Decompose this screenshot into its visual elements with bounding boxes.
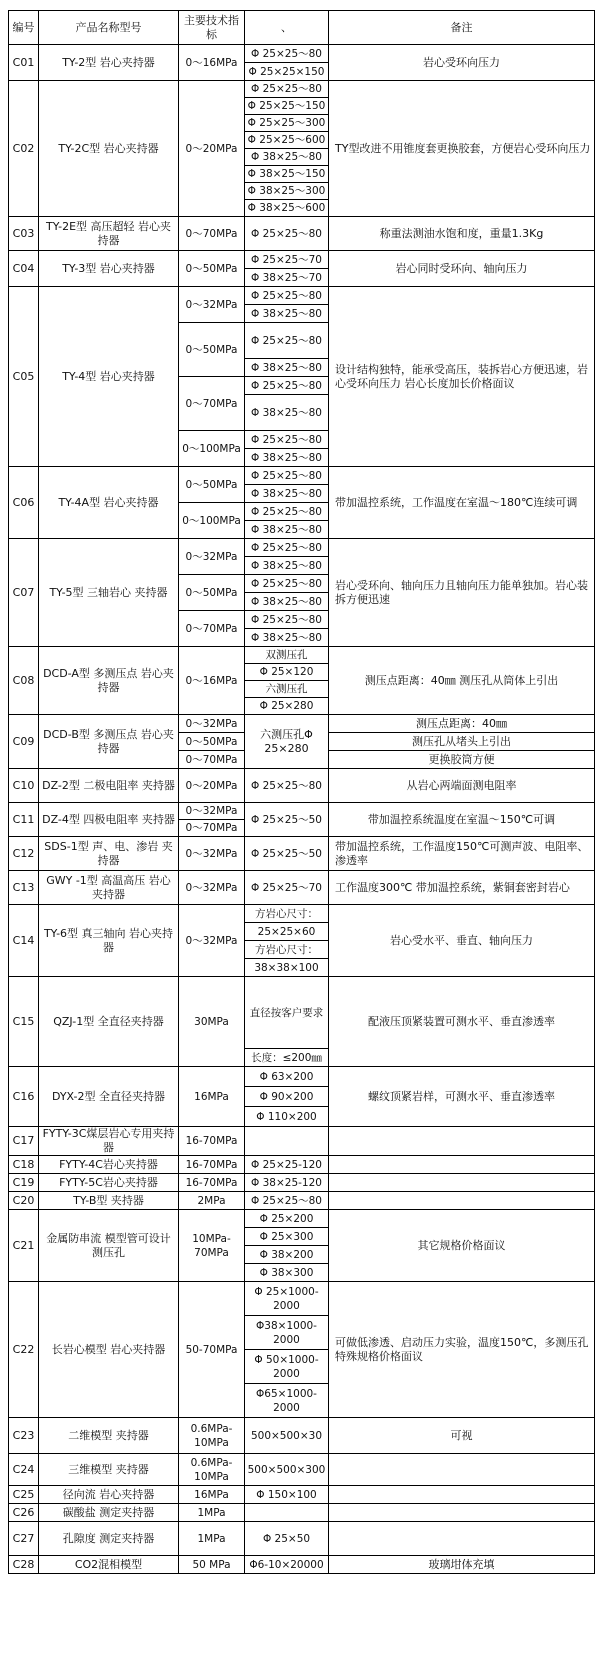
size-spec: Φ 25×200: [245, 1210, 329, 1228]
pressure-spec: 0～32MPa: [179, 837, 245, 871]
pressure-spec: 0～32MPa: [179, 287, 245, 323]
size-spec: Φ 25×25～300: [245, 115, 329, 132]
table-row: [9, 1522, 595, 1556]
size-spec: Φ 25×25～80: [245, 217, 329, 251]
product-name: DCD-A型 多测压点 岩心夹持器: [39, 647, 179, 715]
product-note: 岩心受水平、垂直、轴向压力: [329, 905, 595, 977]
product-id: C22: [9, 1282, 39, 1418]
product-name: FYTY-4C岩心夹持器: [39, 1156, 179, 1174]
size-spec: Φ 25×25～80: [245, 431, 329, 449]
size-spec: Φ38×1000-2000: [245, 1316, 329, 1350]
size-spec: Φ 38×25～70: [245, 269, 329, 287]
product-name: TY-2E型 高压超轻 岩心夹持器: [39, 217, 179, 251]
pressure-spec: 16-70MPa: [179, 1156, 245, 1174]
size-spec: 直径按客户要求: [245, 977, 329, 1049]
product-note: TY型改进不用锥度套更换胶套，方便岩心受环向压力: [329, 81, 595, 217]
product-id: C12: [9, 837, 39, 871]
pressure-spec: 0～32MPa: [179, 539, 245, 575]
product-id: C01: [9, 45, 39, 81]
table-row: [9, 1127, 595, 1156]
product-name: TY-2C型 岩心夹持器: [39, 81, 179, 217]
table-row: [9, 715, 595, 733]
pressure-spec: 0～70MPa: [179, 751, 245, 769]
table-row: [9, 1454, 595, 1486]
size-spec: Φ 25×280: [245, 698, 329, 715]
product-name: TY-3型 岩心夹持器: [39, 251, 179, 287]
size-spec: 六测压孔Φ 25×280: [245, 715, 329, 769]
size-spec: Φ 110×200: [245, 1107, 329, 1127]
product-note: 可做低渗透、启动压力实验，温度150℃，多测压孔特殊规格价格面议: [329, 1282, 595, 1418]
product-note: 称重法测油水饱和度，重量1.3Kg: [329, 217, 595, 251]
size-spec: 500×500×30: [245, 1418, 329, 1454]
header-id: 编号: [9, 11, 39, 45]
size-spec: Φ 63×200: [245, 1067, 329, 1087]
size-spec: 长度：≤200㎜: [245, 1049, 329, 1067]
size-spec: Φ 38×25～80: [245, 305, 329, 323]
size-spec: 38×38×100: [245, 959, 329, 977]
size-spec: Φ 25×25～80: [245, 467, 329, 485]
product-note: 更换胶筒方便: [329, 751, 595, 769]
size-spec: Φ65×1000-2000: [245, 1384, 329, 1418]
pressure-spec: 0～50MPa: [179, 467, 245, 503]
size-spec: 六测压孔: [245, 681, 329, 698]
product-name: QZJ-1型 全直径夹持器: [39, 977, 179, 1067]
size-spec: Φ 38×200: [245, 1246, 329, 1264]
header-product: 产品名称型号: [39, 11, 179, 45]
product-id: C04: [9, 251, 39, 287]
product-id: C17: [9, 1127, 39, 1156]
pressure-spec: 0～50MPa: [179, 251, 245, 287]
product-note: [329, 1486, 595, 1504]
product-id: C02: [9, 81, 39, 217]
product-note: 其它规格价格面议: [329, 1210, 595, 1282]
table-row: [9, 905, 595, 923]
product-id: C10: [9, 769, 39, 803]
size-spec: 方岩心尺寸：: [245, 905, 329, 923]
product-table: [8, 10, 595, 1574]
product-name: DZ-2型 二极电阻率 夹持器: [39, 769, 179, 803]
size-spec: 500×500×300: [245, 1454, 329, 1486]
size-spec: Φ 150×100: [245, 1486, 329, 1504]
product-id: C06: [9, 467, 39, 539]
table-row: [9, 1156, 595, 1174]
size-spec: Φ 38×25～80: [245, 485, 329, 503]
pressure-spec: 50-70MPa: [179, 1282, 245, 1418]
pressure-spec: 16-70MPa: [179, 1174, 245, 1192]
size-spec: Φ 25×25～80: [245, 323, 329, 359]
pressure-spec: 0～100MPa: [179, 503, 245, 539]
product-note: [329, 1504, 595, 1522]
size-spec: Φ 25×25～70: [245, 871, 329, 905]
product-name: SDS-1型 声、电、渗岩 夹持器: [39, 837, 179, 871]
size-spec: Φ 38×25～80: [245, 521, 329, 539]
pressure-spec: 0～70MPa: [179, 820, 245, 837]
pressure-spec: 0～20MPa: [179, 81, 245, 217]
product-id: C24: [9, 1454, 39, 1486]
product-id: C07: [9, 539, 39, 647]
product-id: C08: [9, 647, 39, 715]
product-name: DZ-4型 四极电阻率 夹持器: [39, 803, 179, 837]
pressure-spec: 0～50MPa: [179, 323, 245, 377]
pressure-spec: 0～32MPa: [179, 715, 245, 733]
table-row: [9, 1486, 595, 1504]
size-spec: Φ6-10×20000: [245, 1556, 329, 1574]
product-name: 径向流 岩心夹持器: [39, 1486, 179, 1504]
size-spec: Φ 25×25～80: [245, 377, 329, 395]
product-name: TY-2型 岩心夹持器: [39, 45, 179, 81]
size-spec: Φ 90×200: [245, 1087, 329, 1107]
size-spec: Φ 38×25～80: [245, 359, 329, 377]
size-spec: Φ 38×300: [245, 1264, 329, 1282]
size-spec: [245, 1127, 329, 1156]
product-name: 二维模型 夹持器: [39, 1418, 179, 1454]
product-note: 岩心受环向、轴向压力且轴向压力能单独加。岩心装拆方便迅速: [329, 539, 595, 647]
table-row: [9, 81, 595, 98]
size-spec: Φ 38×25～150: [245, 166, 329, 183]
product-note: 设计结构独特，能承受高压，装拆岩心方便迅速，岩心受环向压力 岩心长度加长价格面议: [329, 287, 595, 467]
product-note: 岩心同时受环向、轴向压力: [329, 251, 595, 287]
product-name: TY-5型 三轴岩心 夹持器: [39, 539, 179, 647]
product-name: 长岩心模型 岩心夹持器: [39, 1282, 179, 1418]
product-name: 碳酸盐 测定夹持器: [39, 1504, 179, 1522]
product-id: C26: [9, 1504, 39, 1522]
size-spec: Φ 25×25-120: [245, 1156, 329, 1174]
product-name: GWY -1型 高温高压 岩心夹持器: [39, 871, 179, 905]
product-note: 螺纹顶紧岩样，可测水平、垂直渗透率: [329, 1067, 595, 1127]
product-note: [329, 1522, 595, 1556]
product-name: TY-B型 夹持器: [39, 1192, 179, 1210]
table-row: [9, 1504, 595, 1522]
product-note: 测压点距离：40㎜: [329, 715, 595, 733]
size-spec: Φ 25×300: [245, 1228, 329, 1246]
product-id: C15: [9, 977, 39, 1067]
product-note: [329, 1454, 595, 1486]
size-spec: Φ 25×25～80: [245, 81, 329, 98]
size-spec: Φ 25×25～50: [245, 803, 329, 837]
size-spec: Φ 25×25×150: [245, 63, 329, 81]
table-row: [9, 45, 595, 63]
product-note: 工作温度300℃ 带加温控系统，紫铜套密封岩心: [329, 871, 595, 905]
table-row: [9, 1210, 595, 1228]
product-note: [329, 1174, 595, 1192]
product-id: C19: [9, 1174, 39, 1192]
product-note: 带加温控系统，工作温度在室温～180℃连续可调: [329, 467, 595, 539]
product-name: 三维模型 夹持器: [39, 1454, 179, 1486]
size-spec: Φ 38×25～600: [245, 200, 329, 217]
size-spec: Φ 25×25～80: [245, 287, 329, 305]
table-row: [9, 1192, 595, 1210]
product-id: C28: [9, 1556, 39, 1574]
table-row: [9, 1067, 595, 1087]
pressure-spec: 0～50MPa: [179, 733, 245, 751]
size-spec: Φ 25×25～80: [245, 769, 329, 803]
size-spec: Φ 25×25～80: [245, 1192, 329, 1210]
size-spec: Φ 38×25～80: [245, 449, 329, 467]
pressure-spec: 16MPa: [179, 1486, 245, 1504]
pressure-spec: 0～50MPa: [179, 575, 245, 611]
size-spec: Φ 25×25～70: [245, 251, 329, 269]
product-note: 测压孔从堵头上引出: [329, 733, 595, 751]
pressure-spec: 1MPa: [179, 1522, 245, 1556]
product-id: C27: [9, 1522, 39, 1556]
pressure-spec: 30MPa: [179, 977, 245, 1067]
pressure-spec: 16MPa: [179, 1067, 245, 1127]
size-spec: Φ 38×25～80: [245, 557, 329, 575]
product-note: 玻璃坩体充填: [329, 1556, 595, 1574]
product-note: 从岩心两端面测电阻率: [329, 769, 595, 803]
table-row: [9, 1282, 595, 1316]
table-row: [9, 1174, 595, 1192]
size-spec: 25×25×60: [245, 923, 329, 941]
size-spec: Φ 38×25～300: [245, 183, 329, 200]
table-body: [9, 11, 595, 1574]
product-name: DYX-2型 全直径夹持器: [39, 1067, 179, 1127]
product-id: C21: [9, 1210, 39, 1282]
size-spec: Φ 25×25～80: [245, 539, 329, 557]
product-note: 带加温控系统，工作温度150℃可测声波、电阻率、渗透率: [329, 837, 595, 871]
product-name: 孔隙度 测定夹持器: [39, 1522, 179, 1556]
pressure-spec: 1MPa: [179, 1504, 245, 1522]
size-spec: Φ 25×25～80: [245, 575, 329, 593]
pressure-spec: 0～20MPa: [179, 769, 245, 803]
size-spec: Φ 50×1000-2000: [245, 1350, 329, 1384]
pressure-spec: 0～32MPa: [179, 803, 245, 820]
product-note: 可视: [329, 1418, 595, 1454]
product-name: TY-4型 岩心夹持器: [39, 287, 179, 467]
product-note: [329, 1156, 595, 1174]
size-spec: Φ 25×50: [245, 1522, 329, 1556]
table-row: [9, 287, 595, 305]
pressure-spec: 0.6MPa-10MPa: [179, 1418, 245, 1454]
product-id: C05: [9, 287, 39, 467]
product-note: 配液压顶紧装置可测水平、垂直渗透率: [329, 977, 595, 1067]
table-row: [9, 647, 595, 664]
pressure-spec: 0～32MPa: [179, 905, 245, 977]
product-name: CO2混相模型: [39, 1556, 179, 1574]
pressure-spec: 10MPa-70MPa: [179, 1210, 245, 1282]
table-row: [9, 769, 595, 803]
product-id: C23: [9, 1418, 39, 1454]
pressure-spec: 0～100MPa: [179, 431, 245, 467]
size-spec: Φ 38×25-120: [245, 1174, 329, 1192]
product-id: C03: [9, 217, 39, 251]
table-row: [9, 803, 595, 820]
product-note: [329, 1192, 595, 1210]
product-note: 带加温控系统温度在室温～150℃可调: [329, 803, 595, 837]
header-row: [9, 11, 595, 45]
table-row: [9, 837, 595, 871]
product-note: [329, 1127, 595, 1156]
product-id: C16: [9, 1067, 39, 1127]
size-spec: 双测压孔: [245, 647, 329, 664]
pressure-spec: 16-70MPa: [179, 1127, 245, 1156]
product-id: C20: [9, 1192, 39, 1210]
size-spec: Φ 25×25～80: [245, 611, 329, 629]
pressure-spec: 0.6MPa-10MPa: [179, 1454, 245, 1486]
pressure-spec: 0～32MPa: [179, 871, 245, 905]
product-spec-sheet: [8, 10, 594, 1574]
pressure-spec: 0～70MPa: [179, 217, 245, 251]
product-note: 岩心受环向压力: [329, 45, 595, 81]
table-row: [9, 1556, 595, 1574]
size-spec: Φ 25×1000-2000: [245, 1282, 329, 1316]
product-id: C14: [9, 905, 39, 977]
pressure-spec: 0～70MPa: [179, 377, 245, 431]
header-note: 备注: [329, 11, 595, 45]
size-spec: Φ 25×25～80: [245, 45, 329, 63]
size-spec: Φ 38×25～80: [245, 629, 329, 647]
header-spec: 主要技术指标: [179, 11, 245, 45]
product-name: TY-6型 真三轴向 岩心夹持器: [39, 905, 179, 977]
pressure-spec: 50 MPa: [179, 1556, 245, 1574]
size-spec: [245, 1504, 329, 1522]
pressure-spec: 0～70MPa: [179, 611, 245, 647]
table-row: [9, 251, 595, 269]
product-name: FYTY-3C煤层岩心专用夹持器: [39, 1127, 179, 1156]
table-row: [9, 217, 595, 251]
product-name: FYTY-5C岩心夹持器: [39, 1174, 179, 1192]
product-id: C18: [9, 1156, 39, 1174]
header-size: 、: [245, 11, 329, 45]
size-spec: Φ 25×120: [245, 664, 329, 681]
product-name: 金属防串流 模型管可设计测压孔: [39, 1210, 179, 1282]
product-name: DCD-B型 多测压点 岩心夹持器: [39, 715, 179, 769]
product-note: 测压点距离：40㎜ 测压孔从筒体上引出: [329, 647, 595, 715]
pressure-spec: 0～16MPa: [179, 647, 245, 715]
size-spec: Φ 25×25～50: [245, 837, 329, 871]
table-row: [9, 871, 595, 905]
product-name: TY-4A型 岩心夹持器: [39, 467, 179, 539]
size-spec: Φ 38×25～80: [245, 149, 329, 166]
size-spec: Φ 25×25～80: [245, 503, 329, 521]
product-id: C25: [9, 1486, 39, 1504]
product-id: C13: [9, 871, 39, 905]
product-id: C11: [9, 803, 39, 837]
size-spec: 方岩心尺寸：: [245, 941, 329, 959]
size-spec: Φ 38×25～80: [245, 395, 329, 431]
table-row: [9, 1418, 595, 1454]
size-spec: Φ 25×25～600: [245, 132, 329, 149]
table-row: [9, 539, 595, 557]
size-spec: Φ 38×25～80: [245, 593, 329, 611]
pressure-spec: 0～16MPa: [179, 45, 245, 81]
size-spec: Φ 25×25～150: [245, 98, 329, 115]
product-id: C09: [9, 715, 39, 769]
pressure-spec: 2MPa: [179, 1192, 245, 1210]
table-row: [9, 467, 595, 485]
table-row: [9, 977, 595, 1049]
